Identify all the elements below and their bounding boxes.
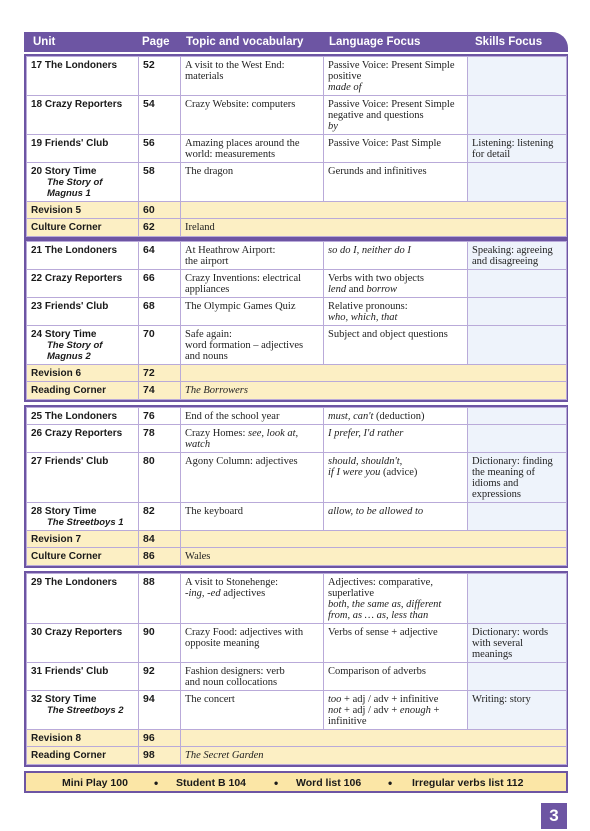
unit-page: 54 <box>139 96 181 135</box>
language-cell: Adjectives: comparative, superlative both, the same as, different from, as … as, less than <box>324 574 468 624</box>
revision-page: 60 <box>139 202 181 219</box>
topic-cell: The Olympic Games Quiz <box>181 298 324 326</box>
unit-block <box>24 571 568 767</box>
unit-page: 80 <box>139 453 181 503</box>
unit-title: 30 Crazy Reporters <box>31 627 123 638</box>
skills-cell <box>468 425 567 453</box>
table-row <box>27 408 567 425</box>
footer-bullet: • <box>388 776 393 790</box>
topic-cell: Crazy Homes: see, look at, watch <box>181 425 324 453</box>
footer-bullet: • <box>274 776 279 790</box>
language-cell: Passive Voice: Past Simple <box>324 135 468 163</box>
revision-row <box>27 365 567 382</box>
topic-cell: The concert <box>181 691 324 730</box>
unit-title: 23 Friends' Club <box>31 301 109 312</box>
topic-cell: Safe again: word formation – adjectives and nouns <box>181 326 324 365</box>
language-cell: allow, to be allowed to <box>324 503 468 531</box>
corner-row <box>27 548 567 566</box>
topic-cell: A visit to Stonehenge: -ing, -ed adjectives <box>181 574 324 624</box>
unit-page: 90 <box>139 624 181 663</box>
page-number: 3 <box>541 803 567 829</box>
revision-page: 84 <box>139 531 181 548</box>
table-row <box>27 298 567 326</box>
skills-cell: Dictionary: finding the meaning of idioms and expressions <box>468 453 567 503</box>
table-row <box>27 425 567 453</box>
language-cell: must, can't (deduction) <box>324 408 468 425</box>
unit-block <box>24 405 568 568</box>
language-cell: should, shouldn't, if I were you (advice) <box>324 453 468 503</box>
unit-page: 92 <box>139 663 181 691</box>
topic-cell: Fashion designers: verb and noun collocations <box>181 663 324 691</box>
topic-cell: The keyboard <box>181 503 324 531</box>
corner-page: 86 <box>139 548 181 566</box>
contents-table <box>26 56 567 237</box>
contents-table <box>26 241 567 400</box>
revision-empty <box>181 365 567 382</box>
unit-title: 20 Story Time <box>31 166 97 177</box>
skills-cell <box>468 503 567 531</box>
story-subtitle: The Story of Magnus 2 <box>47 340 103 362</box>
footer-bar <box>24 771 568 793</box>
unit-name <box>27 408 139 425</box>
corner-label: Culture Corner <box>27 219 139 237</box>
corner-label: Reading Corner <box>27 747 139 765</box>
unit-name <box>27 574 139 624</box>
topic-cell: A visit to the West End: materials <box>181 57 324 96</box>
topic-cell: Crazy Food: adjectives with opposite meaning <box>181 624 324 663</box>
unit-name <box>27 326 139 365</box>
unit-title: 17 The Londoners <box>31 60 118 71</box>
header-skills: Skills Focus <box>475 36 543 48</box>
revision-row <box>27 531 567 548</box>
unit-name <box>27 57 139 96</box>
language-cell: Relative pronouns: who, which, that <box>324 298 468 326</box>
unit-page: 94 <box>139 691 181 730</box>
corner-page: 74 <box>139 382 181 400</box>
corner-topic: The Borrowers <box>181 382 567 400</box>
unit-page: 78 <box>139 425 181 453</box>
unit-name <box>27 503 139 531</box>
skills-cell <box>468 270 567 298</box>
corner-page: 98 <box>139 747 181 765</box>
revision-empty <box>181 202 567 219</box>
table-row <box>27 326 567 365</box>
unit-title: 26 Crazy Reporters <box>31 428 123 439</box>
unit-title: 25 The Londoners <box>31 411 118 422</box>
contents-table <box>26 407 567 566</box>
footer-word-list: Word list 106 <box>296 777 362 789</box>
revision-row <box>27 730 567 747</box>
unit-name <box>27 96 139 135</box>
unit-page: 66 <box>139 270 181 298</box>
unit-page: 88 <box>139 574 181 624</box>
skills-cell <box>468 408 567 425</box>
topic-cell: The dragon <box>181 163 324 202</box>
unit-page: 76 <box>139 408 181 425</box>
language-cell: Passive Voice: Present Simple positive made of <box>324 57 468 96</box>
topic-cell: End of the school year <box>181 408 324 425</box>
corner-page: 62 <box>139 219 181 237</box>
corner-row <box>27 219 567 237</box>
footer-irregular-verbs: Irregular verbs list 112 <box>412 777 524 789</box>
unit-title: 19 Friends' Club <box>31 138 109 149</box>
revision-label: Revision 5 <box>27 202 139 219</box>
header-page: Page <box>142 36 170 48</box>
skills-cell <box>468 57 567 96</box>
unit-name <box>27 135 139 163</box>
story-subtitle: The Streetboys 1 <box>47 517 124 528</box>
table-row <box>27 163 567 202</box>
footer-bullet: • <box>154 776 159 790</box>
language-cell: Subject and object questions <box>324 326 468 365</box>
table-row <box>27 503 567 531</box>
skills-cell <box>468 574 567 624</box>
table-row <box>27 270 567 298</box>
table-row <box>27 574 567 624</box>
table-row <box>27 96 567 135</box>
revision-empty <box>181 730 567 747</box>
table-header <box>24 32 568 52</box>
unit-name <box>27 298 139 326</box>
unit-name <box>27 163 139 202</box>
table-row <box>27 57 567 96</box>
unit-block <box>24 54 568 239</box>
revision-label: Revision 7 <box>27 531 139 548</box>
table-row <box>27 624 567 663</box>
topic-cell: Crazy Website: computers <box>181 96 324 135</box>
revision-page: 96 <box>139 730 181 747</box>
topic-cell: Crazy Inventions: electrical appliances <box>181 270 324 298</box>
unit-title: 22 Crazy Reporters <box>31 273 123 284</box>
language-cell: Passive Voice: Present Simple negative and questions by <box>324 96 468 135</box>
skills-cell: Dictionary: words with several meanings <box>468 624 567 663</box>
corner-topic: Wales <box>181 548 567 566</box>
unit-title: 31 Friends' Club <box>31 666 109 677</box>
corner-label: Reading Corner <box>27 382 139 400</box>
skills-cell: Writing: story <box>468 691 567 730</box>
corner-topic: Ireland <box>181 219 567 237</box>
unit-name <box>27 270 139 298</box>
unit-page: 68 <box>139 298 181 326</box>
corner-topic: The Secret Garden <box>181 747 567 765</box>
story-subtitle: The Story of Magnus 1 <box>47 177 103 199</box>
skills-cell <box>468 163 567 202</box>
unit-title: 29 The Londoners <box>31 577 118 588</box>
language-cell: Gerunds and infinitives <box>324 163 468 202</box>
unit-block <box>24 239 568 402</box>
revision-page: 72 <box>139 365 181 382</box>
unit-title: 28 Story Time <box>31 506 97 517</box>
unit-title: 18 Crazy Reporters <box>31 99 123 110</box>
unit-name <box>27 453 139 503</box>
unit-title: 32 Story Time <box>31 694 97 705</box>
unit-page: 70 <box>139 326 181 365</box>
corner-row <box>27 747 567 765</box>
table-row <box>27 242 567 270</box>
corner-label: Culture Corner <box>27 548 139 566</box>
language-cell: Comparison of adverbs <box>324 663 468 691</box>
topic-cell: Amazing places around the world: measurements <box>181 135 324 163</box>
table-row <box>27 453 567 503</box>
topic-cell: Agony Column: adjectives <box>181 453 324 503</box>
unit-name <box>27 624 139 663</box>
unit-title: 24 Story Time <box>31 329 97 340</box>
unit-title: 27 Friends' Club <box>31 456 109 467</box>
language-cell: too + adj / adv + infinitive not + adj / adv + enough + infinitive <box>324 691 468 730</box>
revision-empty <box>181 531 567 548</box>
unit-name <box>27 425 139 453</box>
topic-cell: At Heathrow Airport: the airport <box>181 242 324 270</box>
unit-title: 21 The Londoners <box>31 245 118 256</box>
unit-name <box>27 691 139 730</box>
table-row <box>27 135 567 163</box>
header-topic: Topic and vocabulary <box>186 36 304 48</box>
corner-row <box>27 382 567 400</box>
header-unit: Unit <box>33 36 56 48</box>
language-cell: I prefer, I'd rather <box>324 425 468 453</box>
skills-cell: Speaking: agreeing and disagreeing <box>468 242 567 270</box>
revision-row <box>27 202 567 219</box>
table-row <box>27 663 567 691</box>
skills-cell <box>468 96 567 135</box>
language-cell: Verbs with two objects lend and borrow <box>324 270 468 298</box>
unit-page: 82 <box>139 503 181 531</box>
skills-cell <box>468 663 567 691</box>
unit-page: 56 <box>139 135 181 163</box>
skills-cell <box>468 326 567 365</box>
story-subtitle: The Streetboys 2 <box>47 705 124 716</box>
unit-page: 58 <box>139 163 181 202</box>
revision-label: Revision 8 <box>27 730 139 747</box>
unit-page: 52 <box>139 57 181 96</box>
skills-cell <box>468 298 567 326</box>
footer-student-b: Student B 104 <box>176 777 247 789</box>
skills-cell: Listening: listening for detail <box>468 135 567 163</box>
revision-label: Revision 6 <box>27 365 139 382</box>
contents-table <box>26 573 567 765</box>
unit-name <box>27 242 139 270</box>
table-row <box>27 691 567 730</box>
unit-page: 64 <box>139 242 181 270</box>
language-cell: Verbs of sense + adjective <box>324 624 468 663</box>
language-cell: so do I, neither do I <box>324 242 468 270</box>
footer-mini-play: Mini Play 100 <box>62 777 128 789</box>
header-language: Language Focus <box>329 36 421 48</box>
unit-name <box>27 663 139 691</box>
